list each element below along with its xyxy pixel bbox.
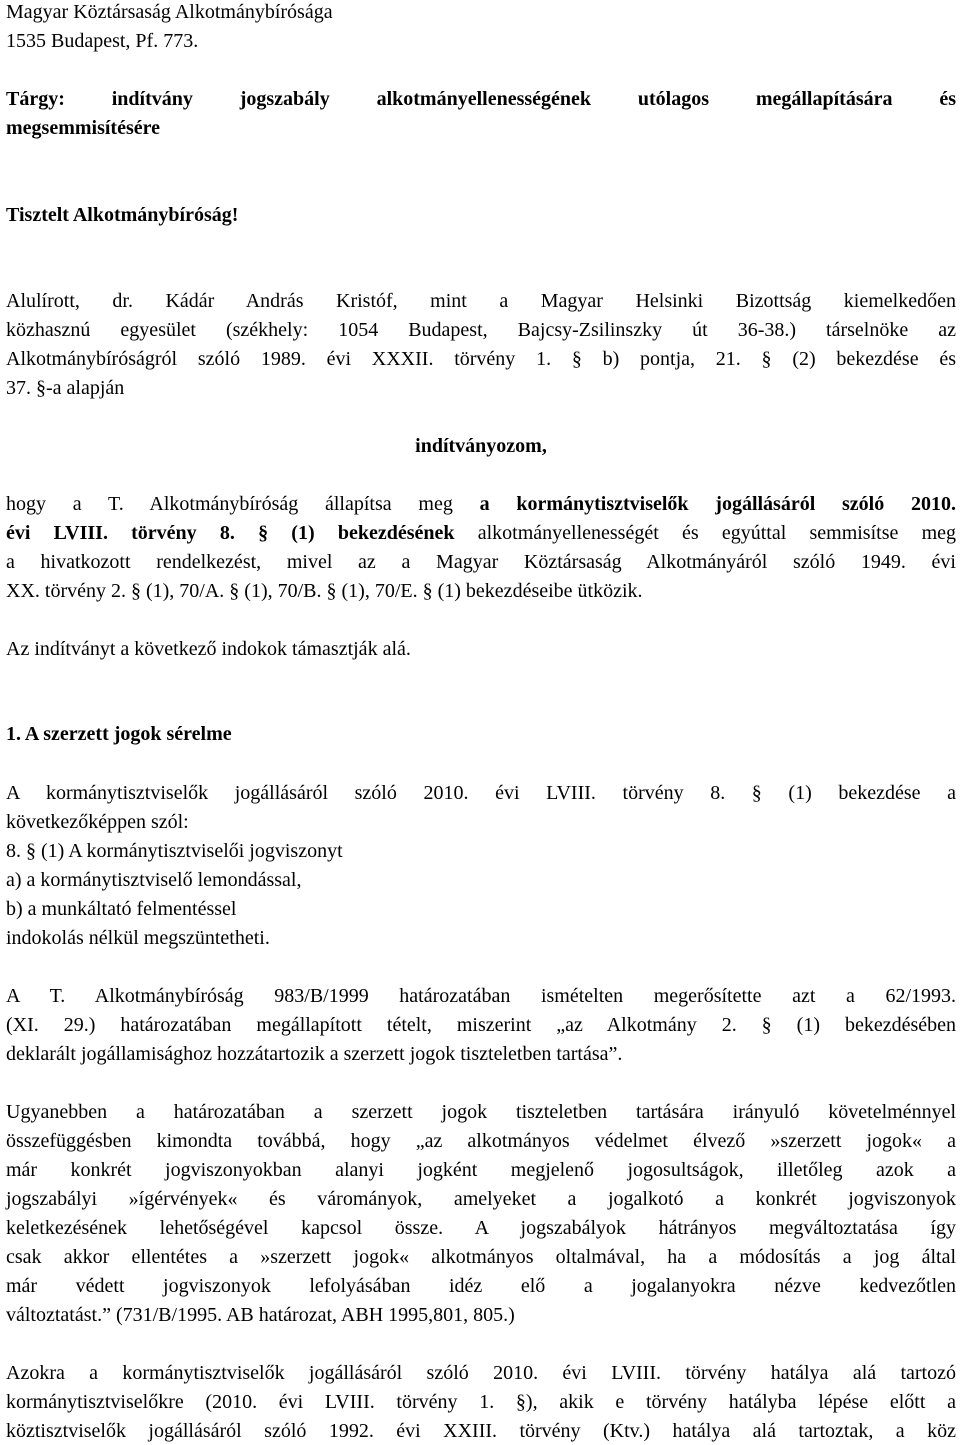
request-line-2-plain: alkotmányellenességét és egyúttal semmisítse meg (454, 522, 957, 544)
quote-line-2: a) a kormánytisztviselő lemondással, (6, 869, 302, 891)
salutation: Tisztelt Alkotmánybíróság! (6, 204, 239, 226)
recipient-address: 1535 Budapest, Pf. 773. (6, 30, 199, 52)
reasons-intro: Az indítványt a következő indokok támasztják alá. (6, 638, 411, 660)
section1-p2-line-1: A T. Alkotmánybíróság 983/B/1999 határozatában ismételten megerősítette azt a 62/1993. (6, 985, 956, 1007)
subject-line-2: megsemmisítésére (6, 117, 161, 139)
section1-p3-line-5: keletkezésének lehetőségével kapcsol össze. A jogszabályok hátrányos megváltoztatása így (6, 1217, 956, 1239)
section1-p3-line-8: változtatást.” (731/B/1995. AB határozat, ABH 1995,801, 805.) (6, 1304, 515, 1326)
request-line-1 (6, 492, 956, 518)
subject-line-1: Tárgy: indítvány jogszabály alkotmányellenességének utólagos megállapítására és (6, 88, 956, 110)
intro-line-2: közhasznú egyesület (székhely: 1054 Budapest, Bajcsy-Zsilinszky út 36-38.) társelnöke az (6, 319, 956, 341)
section1-p1-line-1: A kormánytisztviselők jogállásáról szóló 2010. évi LVIII. törvény 8. § (1) bekezdése a (6, 782, 956, 804)
request-line-2-bold: évi LVIII. törvény 8. § (1) bekezdésének (6, 522, 455, 544)
section1-p3-line-3: már konkrét jogviszonyokban alanyi jogként megjelenő jogosultságok, illetőleg azok a (6, 1159, 956, 1181)
section1-p3-line-6: csak akkor ellentétes a »szerzett jogok« alkotmányos oltalmával, ha a módosítás a jog által (6, 1246, 956, 1268)
section1-p1-line-2: következőképpen szól: (6, 811, 189, 833)
request-line-1-plain: hogy a T. Alkotmánybíróság állapítsa meg (6, 493, 480, 515)
request-line-4: XX. törvény 2. § (1), 70/A. § (1), 70/B. § (1), 70/E. § (1) bekezdéseibe ütközik. (6, 580, 643, 602)
quote-line-1: 8. § (1) A kormánytisztviselői jogviszonyt (6, 840, 343, 862)
section1-p2-line-2: (XI. 29.) határozatában megállapított tételt, miszerint „az Alkotmány 2. § (1) bekezdésében (6, 1014, 956, 1036)
section1-p4-line-2: kormánytisztviselőkre (2010. évi LVIII. törvény 1. §), akik e törvény hatályba lépése előtt a (6, 1391, 956, 1413)
intro-line-1: Alulírott, dr. Kádár András Kristóf, mint a Magyar Helsinki Bizottság kiemelkedően (6, 290, 956, 312)
recipient-name: Magyar Köztársaság Alkotmánybírósága (6, 1, 333, 23)
request-line-3: a hivatkozott rendelkezést, mivel az a Magyar Köztársaság Alkotmányáról szóló 1949. évi (6, 551, 956, 573)
section1-p3-line-1: Ugyanebben a határozatában a szerzett jogok tiszteletben tartására irányuló követelménnyel (6, 1101, 956, 1123)
motion-heading: indítványozom, (415, 435, 547, 457)
intro-line-4: 37. §-a alapján (6, 377, 125, 399)
section1-p3-line-2: összefüggésben kimondta továbbá, hogy „az alkotmányos védelmet élvező »szerzett jogok« a (6, 1130, 956, 1152)
request-line-1-bold: a kormánytisztviselők jogállásáról szóló 2010. (479, 493, 956, 515)
request-line-2 (6, 521, 956, 547)
section1-p3-line-4: jogszabályi »ígérvények« és várományok, amelyeket a jogalkotó a konkrét jogviszonyok (6, 1188, 956, 1210)
quote-line-4: indokolás nélkül megszüntetheti. (6, 927, 270, 949)
section1-p4-line-3: köztisztviselők jogállásáról szóló 1992. évi XXIII. törvény (Ktv.) hatálya alá tartoztak, a köz (6, 1420, 956, 1442)
section1-p2-line-3: deklarált jogállamisághoz hozzátartozik a szerzett jogok tiszteletben tartása”. (6, 1043, 623, 1065)
section-heading: 1. A szerzett jogok sérelme (6, 723, 232, 745)
section1-p4-line-1: Azokra a kormánytisztviselők jogállásáról szóló 2010. évi LVIII. törvény hatálya alá tartozó (6, 1362, 956, 1384)
section1-p3-line-7: már védett jogviszonyok lefolyásában idéz elő a jogalanyokra nézve kedvezőtlen (6, 1275, 956, 1297)
quote-line-3: b) a munkáltató felmentéssel (6, 898, 237, 920)
intro-line-3: Alkotmánybíróságról szóló 1989. évi XXXII. törvény 1. § b) pontja, 21. § (2) bekezdése és (6, 348, 956, 370)
